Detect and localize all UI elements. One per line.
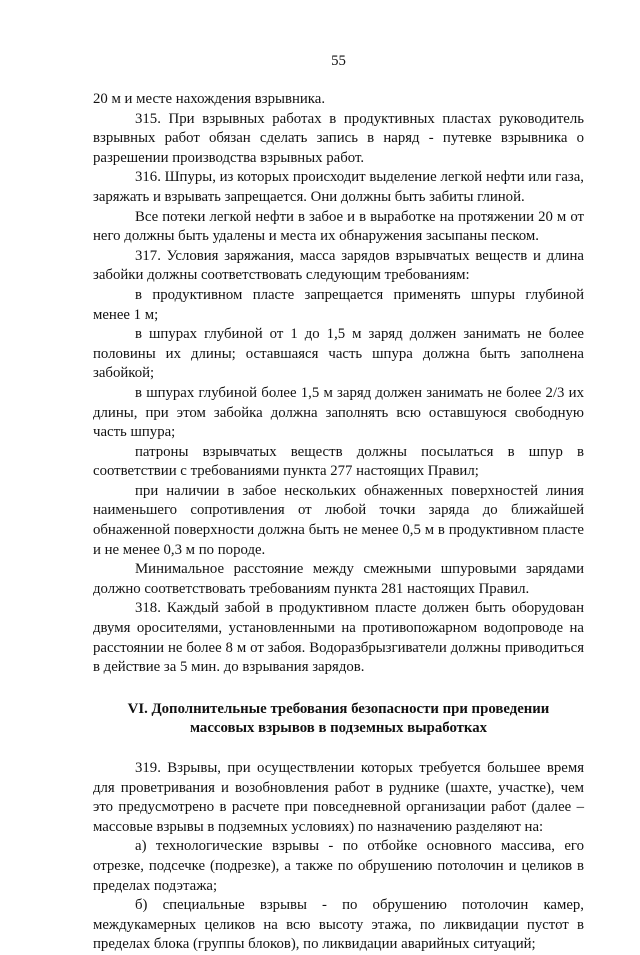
paragraph-319: 319. Взрывы, при осуществлении которых требуется большее время для проветривания и возобновления работ в руднике (шахте, участке), чем это предусмотрено в расчете при повседневной организации работ (далее – массовые взрывы в подземных условиях) по назначению разделяют на: [93, 760, 584, 835]
paragraph-315: 315. При взрывных работах в продуктивных пластах руководитель взрывных работ обязан сделать запись в наряд - путевке взрывника о разрешении производства взрывных работ. [93, 110, 584, 166]
list-item: при наличии в забое нескольких обнаженных поверхностей линия наименьшего сопротивления от любой точки заряда до ближайшей обнаженной поверхности должна быть не менее 0,5 м в продуктивном пласте и не менее 0,3 м по породе. [93, 482, 584, 558]
section-heading-line-2: массовых взрывов в подземных выработках [189, 720, 488, 737]
list-item-b: б) специальные взрывы - по обрушению потолочин камер, междукамерных целиков на всю высоту этажа, по ликвидации пустот в пределах блока (группы блоков), по ликвидации аварийных ситуаций; [93, 897, 584, 953]
paragraph-318: 318. Каждый забой в продуктивном пласте должен быть оборудован двумя оросителями, установленными на противопожарном водопроводе на расстоянии не более 8 м от забоя. Водоразбрызгиватели должны приводиться в действие за 5 мин. до взрывания зарядов. [93, 600, 584, 676]
list-item: патроны взрывчатых веществ должны посылаться в шпур в соответствии с требованиями пункта 277 настоящих Правил; [93, 443, 584, 480]
section-heading [93, 700, 584, 739]
body-top [93, 90, 584, 678]
list-item-a: а) технологические взрывы - по отбойке основного массива, его отрезке, подсечке (подрезке), а также по обрушению потолочин и целиков в пределах подэтажа; [93, 838, 584, 894]
list-item: в продуктивном пласте запрещается применять шпуры глубиной менее 1 м; [93, 286, 584, 323]
paragraph-317: 317. Условия заряжания, масса зарядов взрывчатых веществ и длина забойки должны соответствовать следующим требованиям: [93, 247, 584, 284]
section-heading-line-1: VI. Дополнительные требования безопасности при проведении [127, 700, 550, 717]
list-item: в шпурах глубиной более 1,5 м заряд должен занимать не более 2/3 их длины, при этом забойка должна заполнять всю оставшуюся свободную часть шпура; [93, 384, 584, 441]
body-bottom [93, 759, 584, 955]
list-item: в шпурах глубиной от 1 до 1,5 м заряд должен занимать не более половины их длины; оставшаяся часть шпура должна быть заполнена забойкой; [93, 326, 584, 382]
paragraph-316: 316. Шпуры, из которых происходит выделение легкой нефти или газа, заряжать и взрывать запрещается. Они должны быть забиты глиной. [93, 169, 584, 205]
paragraph: Все потеки легкой нефти в забое и в выработке на протяжении 20 м от него должны быть удалены и места их обнаружения засыпаны песком. [93, 208, 584, 245]
page-number: 55 [331, 53, 346, 69]
paragraph: 20 м и месте нахождения взрывника. [93, 91, 326, 107]
paragraph: Минимальное расстояние между смежными шпуровыми зарядами должно соответствовать требованиям пункта 281 настоящих Правил. [93, 561, 584, 597]
